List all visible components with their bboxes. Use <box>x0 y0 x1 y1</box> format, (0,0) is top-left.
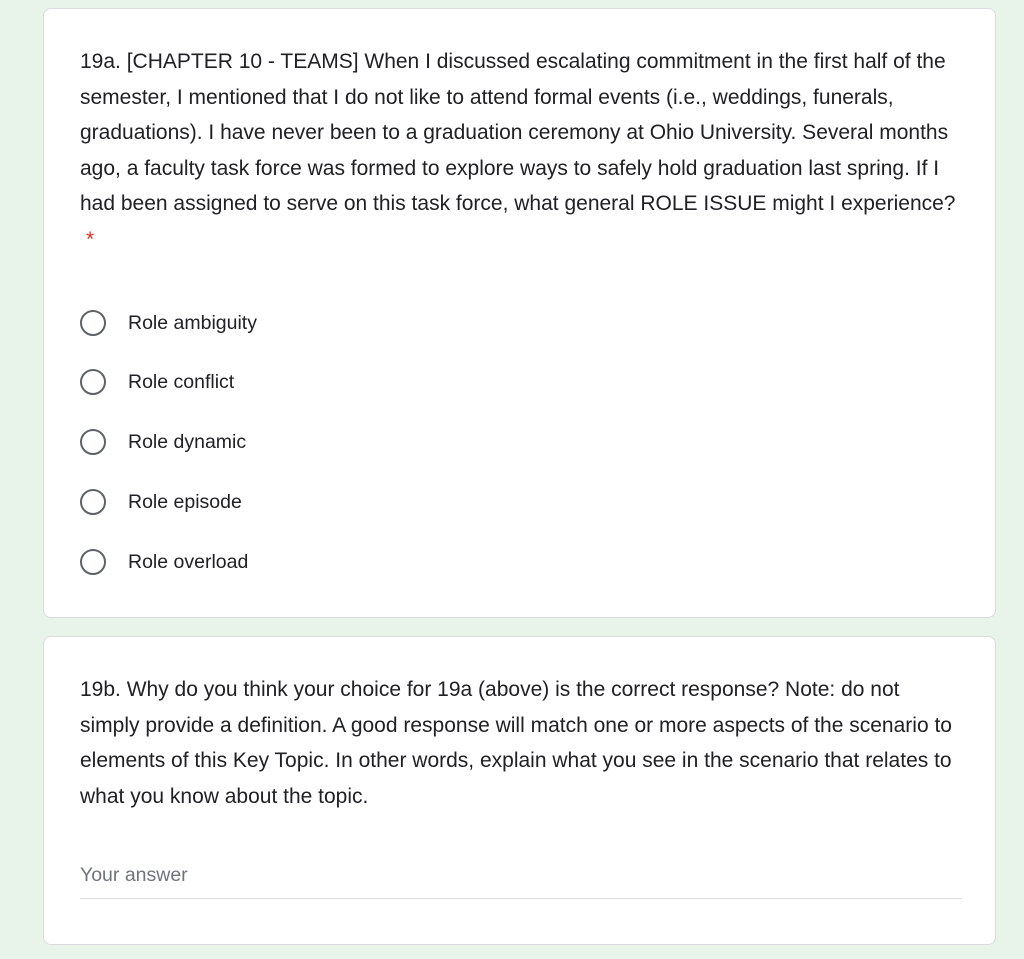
question-title-19b: 19b. Why do you think your choice for 19a (above) is the correct response? Note: do not simply provide a definition. A good response will match one or more aspects of the scenario to elements of this Key Topic. In other words, explain what you see in the scenario that relates to what you know about the topic. <box>80 678 952 808</box>
option-label: Role episode <box>128 490 242 513</box>
radio-button-role-ambiguity[interactable] <box>80 310 106 336</box>
answer-placeholder: Your answer <box>80 864 188 886</box>
option-label: Role conflict <box>128 370 235 393</box>
option-role-episode[interactable] <box>80 472 257 532</box>
question-title-19a-text: 19a. [CHAPTER 10 - TEAMS] When I discussed escalating commitment in the first half of the semester, I mentioned that I do not like to attend formal events (i.e., weddings, funerals, graduations). I have never been to a graduation ceremony at Ohio University. Several months ago, a faculty task force was formed to explore ways to safely hold graduation last spring. If I had been assigned to serve on this task force, what general ROLE ISSUE might I experience? <box>80 50 956 215</box>
radio-button-role-dynamic[interactable] <box>80 429 106 455</box>
radio-options <box>80 294 257 592</box>
answer-text-field[interactable] <box>80 863 962 899</box>
required-asterisk: * <box>86 227 95 251</box>
radio-button-role-conflict[interactable] <box>80 369 106 395</box>
option-label: Role ambiguity <box>128 311 257 334</box>
option-role-ambiguity[interactable] <box>80 294 257 352</box>
question-title-19a <box>80 44 960 257</box>
radio-button-role-episode[interactable] <box>80 489 106 515</box>
option-label: Role dynamic <box>128 430 247 453</box>
question-card-19a <box>43 8 996 618</box>
option-label: Role overload <box>128 550 249 573</box>
radio-button-role-overload[interactable] <box>80 549 106 575</box>
option-role-dynamic[interactable] <box>80 412 257 472</box>
option-role-overload[interactable] <box>80 532 257 592</box>
question-card-19b <box>43 636 996 945</box>
option-role-conflict[interactable] <box>80 352 257 412</box>
